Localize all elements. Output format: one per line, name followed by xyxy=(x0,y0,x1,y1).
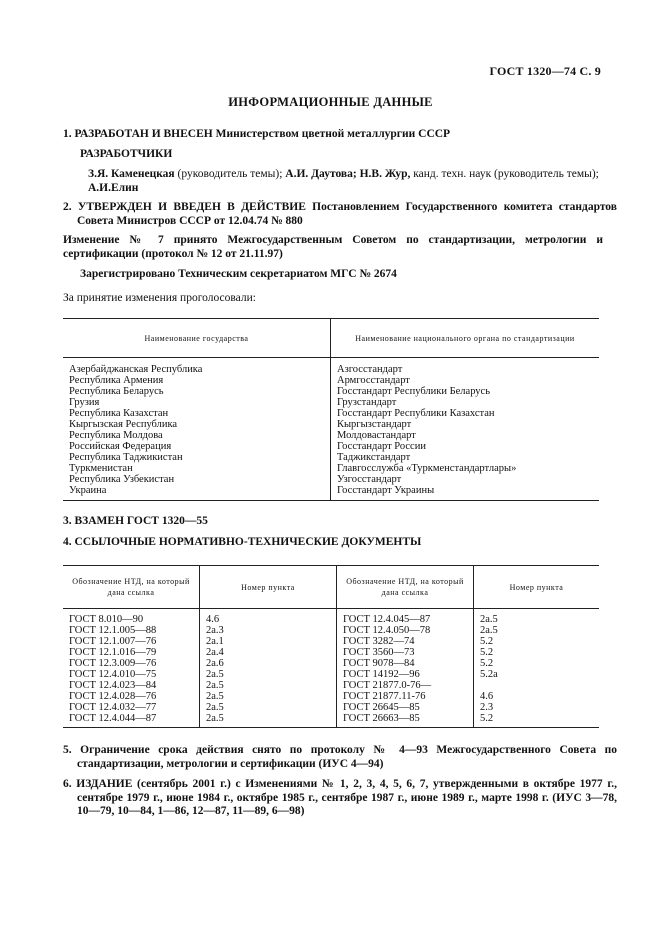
table-row xyxy=(63,680,599,691)
ntd-cell: ГОСТ 12.1.005—88 xyxy=(63,625,200,636)
ntd-cell: ГОСТ 12.3.009—76 xyxy=(63,658,200,669)
clause-cell xyxy=(474,680,600,691)
table-row xyxy=(63,702,599,713)
state-cell: Российская Федерация xyxy=(63,441,331,452)
clause-cell: 2а.5 xyxy=(200,713,337,728)
clause-cell: 2а.3 xyxy=(200,625,337,636)
clause-cell: 2а.5 xyxy=(480,625,498,636)
ntd-cell: ГОСТ 12.4.023—84 xyxy=(63,680,200,691)
state-cell: Грузия xyxy=(63,397,331,408)
state-cell: Республика Казахстан xyxy=(63,408,331,419)
state-cell: Республика Таджикистан xyxy=(63,452,331,463)
table-row xyxy=(63,358,599,376)
table-row xyxy=(63,636,599,647)
references-table-header xyxy=(63,566,599,609)
ntd-cell: ГОСТ 12.1.016—79 xyxy=(63,647,200,658)
body-cell: Госстандарт Республики Казахстан xyxy=(337,408,495,419)
clause-cell: 2а.6 xyxy=(200,658,337,669)
table-row xyxy=(63,430,599,441)
section-5-validity: 5. Ограничение срока действия снято по протоколу № 4—93 Межгосударственного Совета по стандартизации, метрологии и сертификации (ИУС 4—94) xyxy=(63,744,617,770)
developer-name-1: З.Я. Каменецкая xyxy=(88,168,175,180)
table-row xyxy=(63,397,599,408)
body-cell: Грузстандарт xyxy=(337,397,397,408)
table-row xyxy=(63,647,599,658)
clause-cell: 5.2 xyxy=(480,647,494,658)
ntd-cell: ГОСТ 12.4.045—87 xyxy=(337,609,474,626)
ntd-cell: ГОСТ 12.4.032—77 xyxy=(63,702,200,713)
section-1-developed: 1. РАЗРАБОТАН И ВНЕСЕН Министерством цветной металлургии СССР xyxy=(63,128,451,140)
developers-heading: РАЗРАБОТЧИКИ xyxy=(80,148,173,160)
voted-caption: За принятие изменения проголосовали: xyxy=(63,292,256,304)
ntd-cell: ГОСТ 26663—85 xyxy=(337,713,474,728)
body-cell: Молдовастандарт xyxy=(337,430,416,441)
registration-note: Зарегистрировано Техническим секретариатом МГС № 2674 xyxy=(80,268,397,280)
table-row xyxy=(63,419,599,430)
ntd-cell: ГОСТ 8.010—90 xyxy=(63,609,200,626)
developer-name-3: А.И.Елин xyxy=(88,181,139,194)
table-row xyxy=(63,463,599,474)
ntd-cell: ГОСТ 9078—84 xyxy=(337,658,474,669)
table-row xyxy=(63,625,599,636)
ntd-cell: ГОСТ 21877.11-76 xyxy=(337,691,474,702)
state-cell: Республика Узбекистан xyxy=(63,474,331,485)
ntd-cell: ГОСТ 12.4.010—75 xyxy=(63,669,200,680)
ntd-cell: ГОСТ 12.1.007—76 xyxy=(63,636,200,647)
state-cell: Украина xyxy=(63,485,331,501)
section-4-references: 4. ССЫЛОЧНЫЕ НОРМАТИВНО-ТЕХНИЧЕСКИЕ ДОКУМЕНТЫ xyxy=(63,536,422,548)
ntd-cell: ГОСТ 3560—73 xyxy=(337,647,474,658)
clause-cell: 4.6 xyxy=(480,691,494,702)
page-header-ref: ГОСТ 1320—74 С. 9 xyxy=(489,64,601,78)
table-row xyxy=(63,609,599,626)
body-cell: Кыргызстандарт xyxy=(337,419,412,430)
table-row xyxy=(63,452,599,463)
body-cell: Госстандарт Республики Беларусь xyxy=(337,386,491,397)
table-row xyxy=(63,375,599,386)
body-cell: Азгосстандарт xyxy=(337,364,403,375)
table-row xyxy=(63,669,599,680)
clause-cell: 2а.4 xyxy=(200,647,337,658)
section-2-approved: 2. УТВЕРЖДЕН И ВВЕДЕН В ДЕЙСТВИЕ Постановлением Государственного комитета стандартов Совета Министров СССР от 12.04.74 № 880 xyxy=(63,201,617,227)
change-7-note: Изменение № 7 принято Межгосударственным Советом по стандартизации, метрологии и сертификации (протокол № 12 от 21.11.97) xyxy=(63,234,603,260)
clause-cell: 5.2а xyxy=(480,669,498,680)
body-cell: Госстандарт Украины xyxy=(331,485,600,501)
clause-cell: 2а.5 xyxy=(200,680,337,691)
table-row xyxy=(63,474,599,485)
ntd-cell: ГОСТ 12.4.050—78 xyxy=(337,625,474,636)
state-cell: Азербайджанская Республика xyxy=(63,358,331,376)
body-cell: Главгосслужба «Туркменстандартлары» xyxy=(337,463,517,474)
state-cell: Республика Армения xyxy=(63,375,331,386)
table-row xyxy=(63,658,599,669)
voting-table-header xyxy=(63,319,599,358)
col-header-clause-left: Номер пункта xyxy=(200,566,337,609)
table-row xyxy=(63,441,599,452)
body-cell: Армгосстандарт xyxy=(337,375,410,386)
ntd-cell: ГОСТ 21877.0-76— xyxy=(337,680,474,691)
ntd-cell: ГОСТ 14192—96 xyxy=(337,669,474,680)
references-table xyxy=(63,565,599,728)
ntd-cell: ГОСТ 12.4.028—76 xyxy=(63,691,200,702)
col-header-state: Наименование государства xyxy=(63,319,331,358)
clause-cell: 4.6 xyxy=(200,609,337,626)
clause-cell: 2.3 xyxy=(480,702,494,713)
col-header-ntd-right: Обозначение НТД, на который дана ссылка xyxy=(337,566,474,609)
clause-cell: 2а.5 xyxy=(200,702,337,713)
clause-cell: 5.2 xyxy=(474,713,600,728)
state-cell: Республика Молдова xyxy=(63,430,331,441)
ntd-cell: ГОСТ 12.4.044—87 xyxy=(63,713,200,728)
col-header-clause-right: Номер пункта xyxy=(474,566,600,609)
developer-role-1: (руководитель темы); xyxy=(174,168,286,180)
clause-cell: 2а.1 xyxy=(200,636,337,647)
table-row xyxy=(63,408,599,419)
col-header-ntd-left: Обозначение НТД, на который дана ссылка xyxy=(63,566,200,609)
table-row xyxy=(63,485,599,501)
table-row xyxy=(63,691,599,702)
clause-cell: 5.2 xyxy=(480,658,494,669)
developer-role-2: канд. техн. наук (руководитель темы); xyxy=(410,168,599,180)
state-cell: Республика Беларусь xyxy=(63,386,331,397)
state-cell: Кыргызская Республика xyxy=(63,419,331,430)
col-header-standards-body: Наименование национального органа по стандартизации xyxy=(331,319,600,358)
body-cell: Госстандарт России xyxy=(337,441,426,452)
body-cell: Узгосстандарт xyxy=(337,474,402,485)
body-cell: Таджикстандарт xyxy=(337,452,411,463)
voting-table xyxy=(63,318,599,501)
state-cell: Туркменистан xyxy=(63,463,331,474)
ntd-cell: ГОСТ 26645—85 xyxy=(337,702,474,713)
clause-cell: 2а.5 xyxy=(200,691,337,702)
table-row xyxy=(63,713,599,728)
clause-cell: 2а.5 xyxy=(200,669,337,680)
ntd-cell: ГОСТ 3282—74 xyxy=(337,636,474,647)
table-row xyxy=(63,386,599,397)
developer-names-2: А.И. Даутова; Н.В. Жур, xyxy=(285,168,411,180)
developers-list xyxy=(88,168,603,195)
section-6-edition: 6. ИЗДАНИЕ (сентябрь 2001 г.) с Изменениями № 1, 2, 3, 4, 5, 6, 7, утвержденными в октябре 1977 г., сентябре 1979 г., июне 1984 г., октябре 1985 г., сентябре 1987 г., июне 1989 г., марте 1998 г. (ИУС 3—78, 10—79, 10—84, 1—86, 12—87, 11—89, 6—98) xyxy=(63,778,617,817)
page-title: ИНФОРМАЦИОННЫЕ ДАННЫЕ xyxy=(228,95,433,109)
clause-cell: 5.2 xyxy=(480,636,494,647)
clause-cell: 2а.5 xyxy=(480,614,498,625)
section-3-replaces: 3. ВЗАМЕН ГОСТ 1320—55 xyxy=(63,515,208,527)
